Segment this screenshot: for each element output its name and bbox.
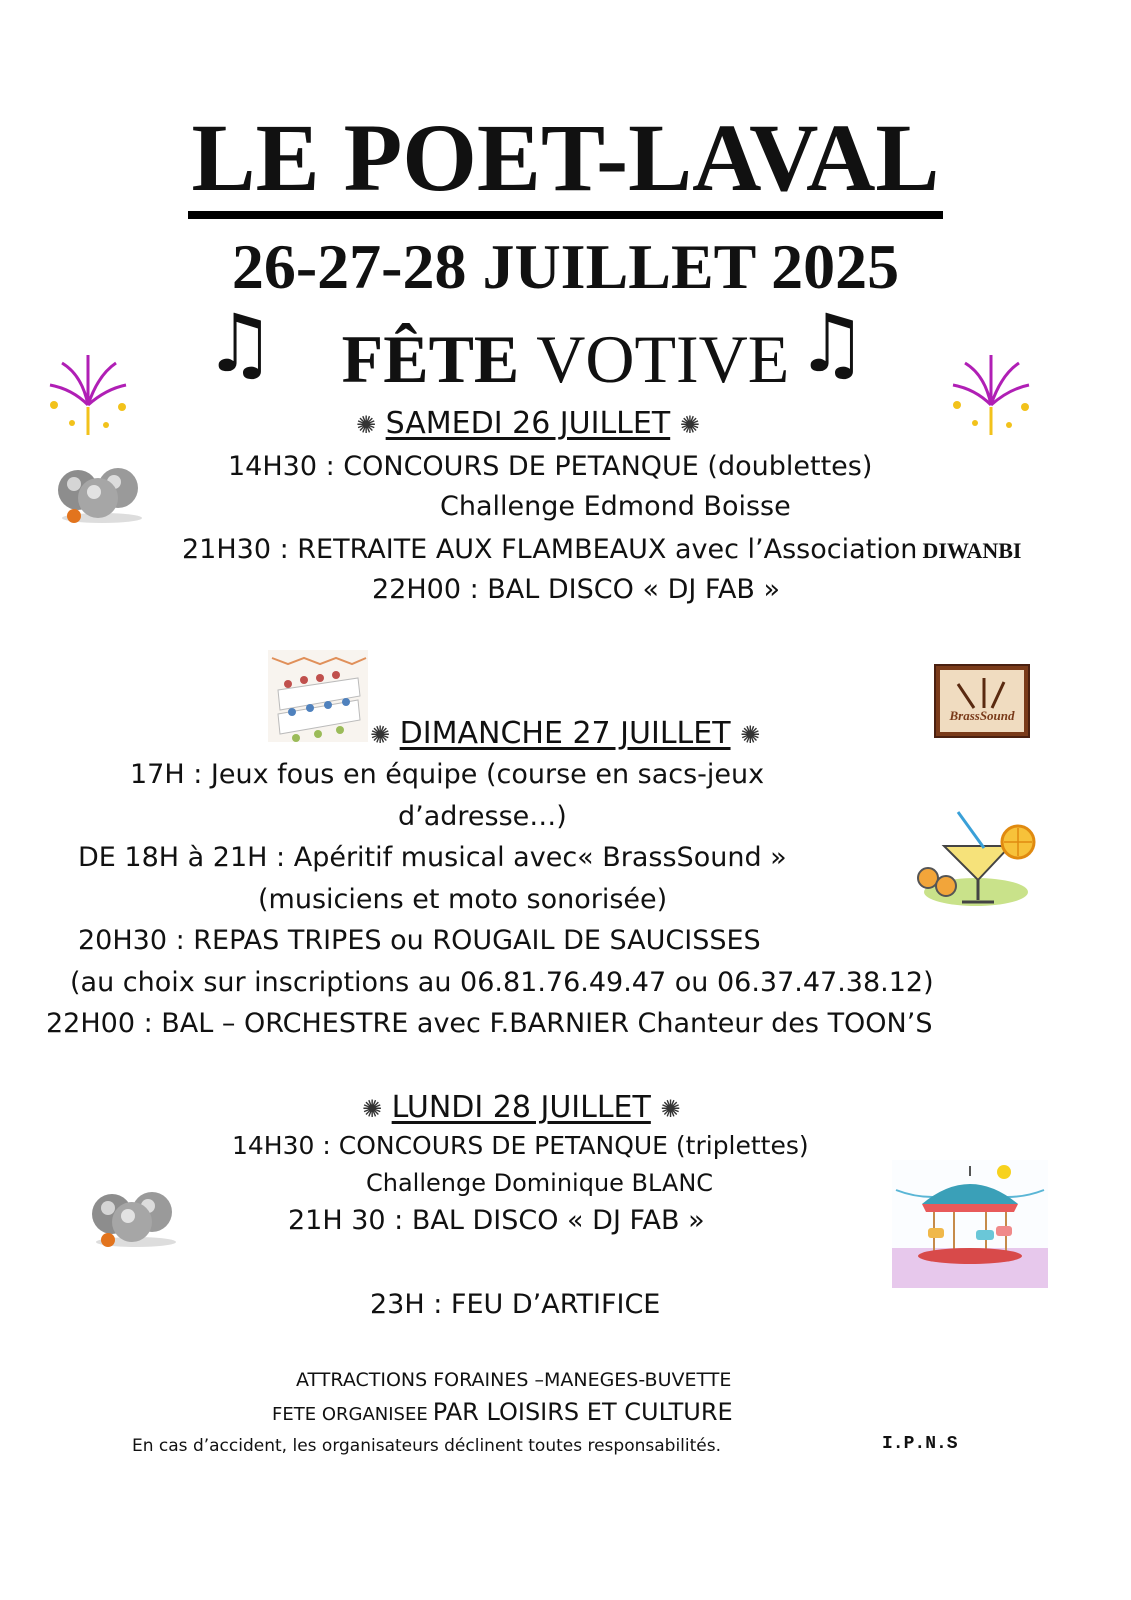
monday-line-4: 23H : FEU D’ARTIFICE: [370, 1289, 661, 1320]
poster-title: LE POET-LAVAL: [0, 108, 1131, 208]
organiser-name: PAR LOISIRS ET CULTURE: [432, 1398, 733, 1426]
saturday-line-2: Challenge Edmond Boisse: [440, 491, 791, 522]
votive-word: VOTIVE: [536, 321, 790, 397]
sunday-line-2: d’adresse…): [398, 801, 567, 832]
star-icon: ✺: [660, 1095, 681, 1123]
star-icon: ✺: [740, 721, 761, 749]
fireworks-right-icon: [945, 345, 1037, 437]
monday-line-1: 14H30 : CONCOURS DE PETANQUE (triplettes): [232, 1131, 809, 1160]
sunday-line-1: 17H : Jeux fous en équipe (course en sacs-jeux: [130, 759, 765, 790]
saturday-line-4: 22H00 : BAL DISCO « DJ FAB »: [372, 574, 781, 605]
monday-line-2: Challenge Dominique BLANC: [366, 1169, 714, 1197]
star-icon: ✺: [356, 411, 377, 439]
carousel-icon: [892, 1160, 1048, 1288]
association-name: DIWANBI: [922, 538, 1022, 563]
sunday-line-3: DE 18H à 21H : Apéritif musical avec« BrassSound »: [78, 842, 787, 873]
event-dates: 26-27-28 JUILLET 2025: [231, 231, 900, 302]
saturday-line-1: 14H30 : CONCOURS DE PETANQUE (doublettes): [228, 451, 873, 482]
star-icon: ✺: [679, 411, 700, 439]
sunday-heading: [370, 716, 830, 753]
petanque-balls-icon: [52, 462, 144, 526]
brass-logo-text: BrassSound: [949, 708, 1015, 723]
brass-sound-logo: [934, 664, 1030, 738]
sunday-line-6: (au choix sur inscriptions au 06.81.76.49.47 ou 06.37.47.38.12): [70, 967, 934, 998]
organiser-line: [272, 1398, 733, 1426]
sunday-line-5: 20H30 : REPAS TRIPES ou ROUGAIL DE SAUCISSES: [78, 925, 761, 956]
star-icon: ✺: [362, 1095, 383, 1123]
star-icon: ✺: [370, 721, 391, 749]
banquet-table-icon: [268, 650, 368, 742]
fireworks-left-icon: [42, 345, 134, 437]
sunday-line-7: 22H00 : BAL – ORCHESTRE avec F.BARNIER Chanteur des TOON’S: [46, 1008, 933, 1039]
monday-heading: [362, 1090, 762, 1127]
saturday-line-3: [182, 533, 1022, 567]
music-note-left-icon: ♫: [204, 297, 276, 390]
sunday-heading-text: DIMANCHE 27 JUILLET: [399, 716, 731, 751]
sunday-line-4: (musiciens et moto sonorisée): [258, 884, 668, 915]
music-note-right-icon: ♫: [796, 297, 868, 390]
attractions-line: ATTRACTIONS FORAINES –MANEGES-BUVETTE: [296, 1369, 732, 1391]
monday-heading-text: LUNDI 28 JUILLET: [391, 1090, 651, 1125]
organiser-prefix: FETE ORGANISEE: [272, 1404, 428, 1425]
monday-line-3: 21H 30 : BAL DISCO « DJ FAB »: [288, 1205, 705, 1236]
saturday-line-3-text: 21H30 : RETRAITE AUX FLAMBEAUX avec l’Association: [182, 534, 918, 565]
cocktail-glass-icon: [914, 808, 1038, 912]
saturday-heading-text: SAMEDI 26 JUILLET: [385, 406, 671, 441]
saturday-heading: [356, 406, 756, 443]
petanque-balls-icon: [86, 1186, 178, 1250]
fete-word: FÊTE: [341, 321, 520, 397]
disclaimer: En cas d’accident, les organisateurs déclinent toutes responsabilités.: [132, 1436, 721, 1456]
ipns-label: I.P.N.S: [882, 1434, 958, 1454]
